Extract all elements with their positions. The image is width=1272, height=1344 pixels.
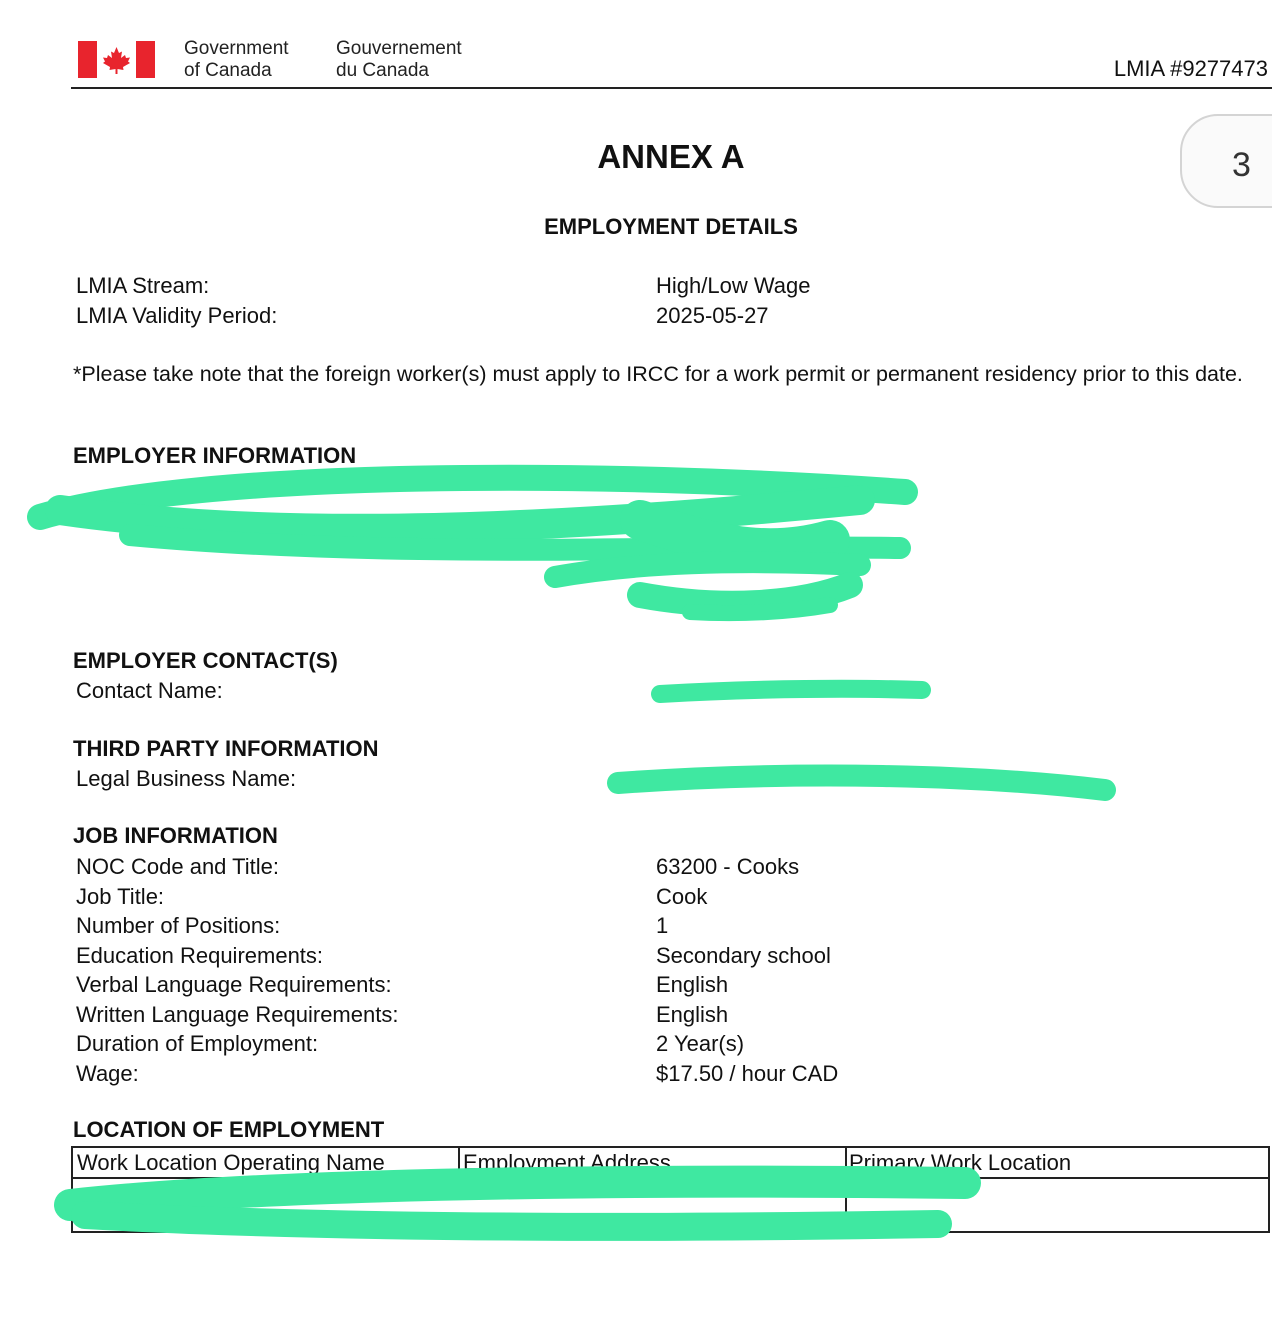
location-column-header: Work Location Operating Name [77, 1150, 385, 1175]
government-of-canada-wordmark: Government of Canada [184, 38, 289, 81]
lmia-stream-value: High/Low Wage [656, 273, 811, 298]
job-row-label: Job Title: [76, 884, 165, 909]
job-row-value: English [656, 1002, 729, 1027]
canada-flag-logo [78, 41, 155, 78]
job-row-label: Education Requirements: [76, 943, 324, 968]
legal-business-name-label: Legal Business Name: [76, 766, 297, 791]
job-row-value: $17.50 / hour CAD [656, 1061, 839, 1086]
redaction-stroke [130, 535, 900, 550]
job-row-value: Cook [656, 884, 708, 909]
location-column-header: Primary Work Location [849, 1150, 1072, 1175]
job-row-value: English [656, 972, 729, 997]
redaction-stroke [660, 689, 922, 694]
redaction-stroke [555, 562, 860, 577]
lmia-stream-label: LMIA Stream: [76, 273, 210, 298]
annex-title: ANNEX A [597, 138, 745, 175]
job-information-heading: JOB INFORMATION [73, 823, 278, 848]
ircc-note: *Please take note that the foreign worker(s) must apply to IRCC for a work permit or permanent residency prior to this date. [73, 362, 1243, 386]
job-row-value: 63200 - Cooks [656, 854, 800, 879]
job-row-label: Verbal Language Requirements: [76, 972, 392, 997]
column-divider [458, 1148, 460, 1177]
page-number: 3 [1232, 146, 1251, 184]
header-divider [71, 87, 1272, 89]
redaction-stroke [40, 478, 905, 517]
section-subtitle: EMPLOYMENT DETAILS [544, 214, 798, 239]
job-row-label: NOC Code and Title: [76, 854, 279, 879]
location-of-employment-heading: LOCATION OF EMPLOYMENT [73, 1117, 385, 1142]
job-row-label: Wage: [76, 1061, 139, 1086]
job-row-label: Duration of Employment: [76, 1031, 319, 1056]
contact-name-label: Contact Name: [76, 678, 223, 703]
redaction-stroke [618, 776, 1105, 790]
job-row-label: Written Language Requirements: [76, 1002, 399, 1027]
redaction-stroke [640, 585, 850, 604]
redaction-stroke [640, 520, 830, 548]
lmia-validity-label: LMIA Validity Period: [76, 303, 278, 328]
column-divider [845, 1148, 847, 1231]
job-row-value: 1 [656, 913, 669, 938]
lmia-validity-value: 2025-05-27 [656, 303, 769, 328]
employer-information-heading: EMPLOYER INFORMATION [73, 443, 357, 468]
redaction-stroke [60, 500, 860, 529]
job-row-value: 2 Year(s) [656, 1031, 745, 1056]
job-row-value: Secondary school [656, 943, 831, 968]
job-row-label: Number of Positions: [76, 913, 281, 938]
lmia-number: LMIA #9277473 [1113, 56, 1268, 81]
third-party-heading: THIRD PARTY INFORMATION [73, 736, 379, 761]
employer-contacts-heading: EMPLOYER CONTACT(S) [73, 648, 338, 673]
redaction-stroke [690, 605, 830, 613]
location-table [71, 1146, 1270, 1233]
gouvernement-du-canada-wordmark: Gouvernement du Canada [336, 38, 462, 81]
location-column-header: Employment Address [463, 1150, 671, 1175]
